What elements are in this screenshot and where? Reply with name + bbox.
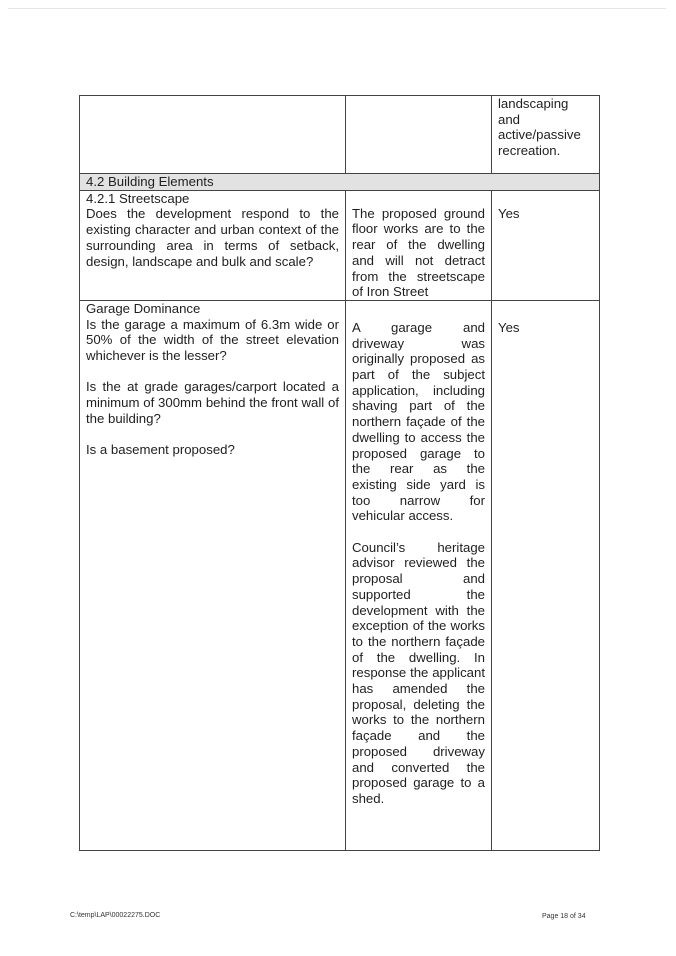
table-row-garage: [80, 300, 600, 850]
garage-compliance-cell: [492, 300, 600, 850]
garage-title: Garage Dominance: [86, 300, 201, 316]
continued-compliance-cell: [492, 96, 600, 174]
streetscape-title: 4.2.1 Streetscape: [86, 190, 190, 206]
section-heading-cell: [80, 174, 600, 191]
continued-criteria-cell: [80, 96, 346, 174]
section-heading: 4.2 Building Elements: [86, 174, 214, 189]
garage-question-2: Is the at grade garages/carport located a minimum of 300mm behind the front wall of the building?: [86, 379, 339, 426]
garage-criteria-cell: [80, 300, 346, 850]
streetscape-comment: The proposed ground floor works are to the rear of the dwelling and will not detract from the streetscape of Iron Street: [352, 205, 485, 300]
table-row-continued: [80, 96, 600, 174]
footer-file-path: C:\temp\LAP\00022275.DOC: [70, 912, 161, 919]
streetscape-question: Does the development respond to the existing character and urban context of the surrounding area in terms of setback, design, landscape and bulk and scale?: [86, 206, 339, 269]
streetscape-compliance: Yes: [498, 205, 520, 221]
garage-compliance: Yes: [498, 319, 520, 335]
table-row-streetscape: [80, 190, 600, 300]
streetscape-compliance-cell: [492, 190, 600, 300]
streetscape-criteria-cell: [80, 190, 346, 300]
garage-question-1: Is the garage a maximum of 6.3m wide or 50% of the width of the street elevation whichever is the lesser?: [86, 316, 339, 364]
assessment-table: [79, 95, 600, 851]
garage-comment-cell: [346, 300, 492, 850]
footer-page-number: Page 18 of 34: [542, 913, 586, 920]
continued-comment-cell: [346, 96, 492, 174]
streetscape-comment-cell: [346, 190, 492, 300]
garage-question-3: Is a basement proposed?: [86, 442, 235, 458]
section-heading-row: [80, 174, 600, 191]
garage-comment-2: Council’s heritage advisor reviewed the proposal and supported the development with the exception of the works to the northern façade of the dwelling. In response the applicant has amended the proposal, deleting the works to the northern façade and the proposed driveway and converted the proposed garage to a shed.: [352, 539, 485, 806]
garage-comment-1: A garage and driveway was originally proposed as part of the subject application, including shaving part of the northern façade of the dwelling to access the proposed garage to the rear as the existing side yard is too narrow for vehicular access.: [352, 319, 485, 524]
continued-compliance-text: landscaping and active/passive recreation.: [498, 96, 581, 159]
page-edge: [8, 8, 666, 9]
